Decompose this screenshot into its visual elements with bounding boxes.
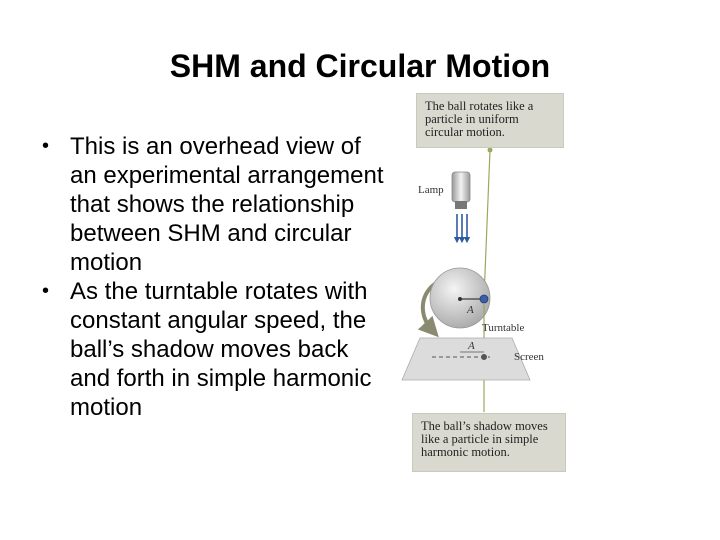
label-lamp: Lamp — [418, 184, 444, 196]
leader-line-top — [484, 150, 490, 298]
bullet-dot: • — [42, 280, 50, 302]
label-turntable: Turntable — [482, 322, 525, 334]
label-a-screen: A — [468, 340, 475, 352]
callout-bottom: The ball’s shadow moves like a particle in simple harmonic motion. — [412, 413, 566, 472]
lamp-icon — [452, 172, 470, 209]
screen — [402, 338, 530, 380]
ball — [480, 295, 488, 303]
bullet-text: This is an overhead view of an experimental arrangement that shows the relationship between SHM and circular motion — [70, 133, 384, 276]
slide-title: SHM and Circular Motion — [169, 48, 551, 84]
label-screen: Screen — [514, 351, 544, 363]
shadow-dot — [481, 354, 487, 360]
bullet-text: As the turntable rotates with constant angular speed, the ball’s shadow moves back and forth in simple harmonic motion — [70, 278, 372, 421]
bullet-dot: • — [42, 135, 50, 157]
leader-dot — [488, 148, 493, 153]
callout-top: The ball rotates like a particle in uniform circular motion. — [416, 93, 564, 148]
label-a-turntable: A — [467, 304, 474, 316]
light-rays-icon — [457, 214, 467, 240]
turntable-center — [458, 297, 462, 301]
